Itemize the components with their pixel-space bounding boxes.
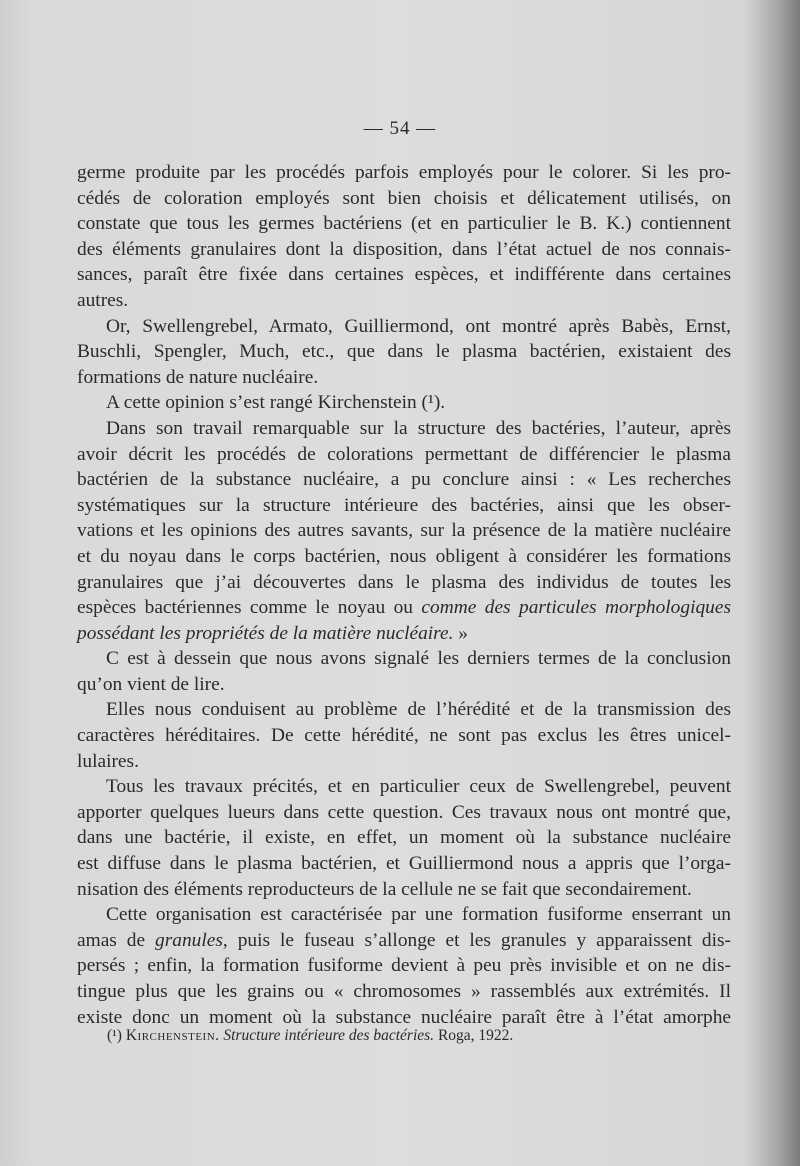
text-line: persés ; enfin, la formation fusiforme devient à peu près invisible et on ne dis- (77, 955, 731, 977)
paragraph-6 (77, 697, 731, 774)
closing-quote: » (453, 622, 468, 644)
text-line: Dans son travail remarquable sur la structure des bactéries, l’auteur, après (106, 417, 731, 439)
text-line: autres. (77, 289, 129, 311)
text-line (77, 621, 731, 647)
text-line: vations et les opinions des autres savants, sur la présence de la matière nucléaire (77, 520, 731, 542)
text-line: A cette opinion s’est rangé Kirchenstein (¹). (106, 392, 446, 414)
text-segment: espèces bactériennes comme le noyau ou (77, 597, 413, 619)
text-line: lulaires. (77, 750, 139, 772)
footnote-place-year: Roga, 1922. (437, 1027, 514, 1044)
paragraph-7 (77, 774, 731, 902)
text-line: Or, Swellengrebel, Armato, Guilliermond, ont montré après Babès, Ernst, (106, 315, 731, 337)
paragraph-2 (77, 314, 731, 391)
paragraph-3 (77, 390, 731, 416)
footnote-author: Kirchenstein. (125, 1027, 220, 1044)
text-line: et du noyau dans le corps bactérien, nous obligent à considérer les formations (77, 545, 731, 567)
text-line: constate que tous les germes bactériens (et en particulier le B. K.) contiennent (77, 213, 731, 235)
footnote-marker: (¹) (107, 1027, 122, 1044)
text-segment: , puis le fuseau s’allonge et les granules y apparaissent dis- (222, 929, 731, 951)
text-line: caractères héréditaires. De cette hérédité, ne sont pas exclus les êtres unicel- (77, 725, 731, 747)
paragraph-4 (77, 416, 731, 646)
paragraph-1 (77, 160, 731, 314)
text-line: des éléments granulaires dont la disposition, dans l’état actuel de nos connais- (77, 238, 731, 260)
paragraph-5 (77, 646, 731, 697)
text-line: avoir décrit les procédés de colorations permettant de différencier le plasma (77, 443, 731, 465)
text-segment: amas de (77, 929, 156, 951)
text-line: existe donc un moment où la substance nucléaire paraît être à l’état amorphe (77, 1006, 731, 1028)
text-line: systématiques sur la structure intérieure des bactéries, ainsi que les obser- (77, 494, 731, 516)
text-line: germe produite par les procédés parfois employés pour le colorer. Si les pro- (77, 162, 731, 183)
text-line (77, 595, 731, 621)
page-number: — 54 — (363, 118, 437, 139)
text-line: Cette organisation est caractérisée par une formation fusiforme enserrant un (106, 904, 731, 926)
text-line: C est à dessein que nous avons signalé les derniers termes de la conclusion (106, 648, 731, 670)
text-line: qu’on vient de lire. (77, 673, 225, 695)
text-line: Tous les travaux précités, et en particulier ceux de Swellengrebel, peuvent (106, 776, 731, 798)
text-line: granulaires que j’ai découvertes dans le plasma des individus de toutes les (77, 571, 731, 593)
text-line: Buschli, Spengler, Much, etc., que dans le plasma bactérien, existaient des (77, 341, 731, 363)
text-line: dans une bactérie, il existe, en effet, un moment où la substance nucléaire (77, 827, 731, 849)
body-text (77, 160, 731, 1030)
text-line: nisation des éléments reproducteurs de la cellule ne se fait que secondairement. (77, 878, 692, 900)
footnote (107, 1026, 707, 1046)
italic-segment: comme des particules morphologiques (421, 597, 731, 619)
text-line (77, 928, 731, 954)
italic-segment: possédant les propriétés de la matière nucléaire. (77, 622, 454, 644)
paragraph-8 (77, 902, 731, 1030)
text-line: apporter quelques lueurs dans cette question. Ces travaux nous ont montré que, (77, 801, 731, 823)
text-line: bactérien de la substance nucléaire, a pu conclure ainsi : « Les recherches (77, 469, 731, 491)
footnote-title: Structure intérieure des bactéries. (223, 1027, 435, 1044)
text-line: formations de nature nucléaire. (77, 366, 319, 388)
text-line: sances, paraît être fixée dans certaines espèces, et indifférente dans certaines (77, 264, 731, 286)
text-line: tingue plus que les grains ou « chromosomes » rassemblés aux extrémités. Il (77, 981, 731, 1002)
text-line: cédés de coloration employés sont bien choisis et délicatement utilisés, on (77, 187, 731, 209)
text-line: Elles nous conduisent au problème de l’hérédité et de la transmission des (106, 699, 731, 721)
italic-segment: granules (155, 929, 223, 951)
text-line: est diffuse dans le plasma bactérien, et Guilliermond nous a appris que l’orga- (77, 853, 731, 875)
